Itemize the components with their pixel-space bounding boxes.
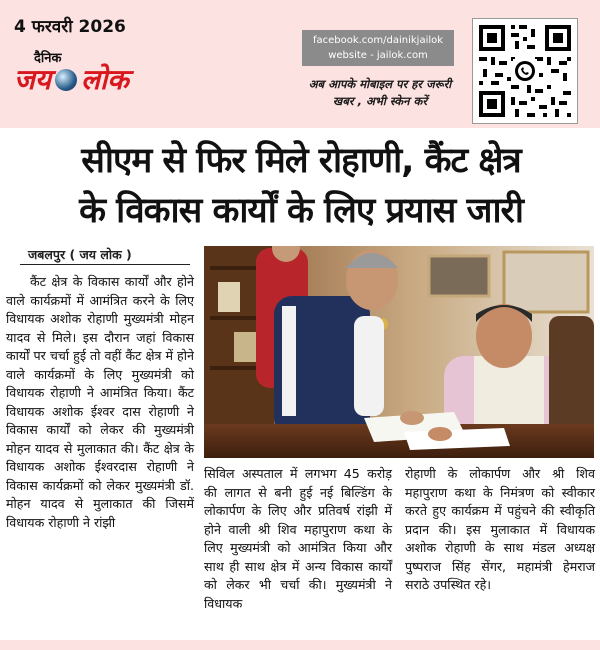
logo-main-text	[14, 63, 129, 96]
scan-tagline: अब आपके मोबाइल पर हर जरूरी खबर , अभी स्केन करें	[308, 77, 452, 108]
qr-code-graphic	[473, 19, 577, 123]
meeting-photo-illustration	[204, 246, 594, 458]
article-column-1: कैंट क्षेत्र के विकास कार्यों और होने वाले कार्यक्रमों में आमंत्रित करने के लिए विधायक अशोक रोहाणी मुख्यमंत्री मोहन यादव से मिले। इस दौरान जहां विकास कार्यों पर चर्चा हुई तो वहीं कैंट क्षेत्र में होने वाले कार्यक्रमों के लिए मुख्यमंत्री को विधायक रोहाणी ने आमंत्रित किया। कैंट विधायक अशोक ईश्वर दास रोहाणी ने विकास कार्यों को लेकर की मुख्यमंत्री मोहन यादव से मुलाकात की। कैंट क्षेत्र के विधायक अशोक ईश्वरदास रोहाणी ने विकास कार्यक्रमों को लेकर मुख्यमंत्री डॉ. मोहन यादव से मुलाकात की जिसमें विधायक रोहाणी ने रांझी	[6, 274, 194, 530]
newspaper-logo	[14, 48, 129, 94]
logo-part2: लोक	[81, 63, 129, 96]
logo-small-text: दैनिक	[34, 51, 62, 66]
masthead	[0, 0, 600, 128]
globe-icon	[55, 69, 77, 91]
article-column-3: रोहाणी के लोकार्पण और श्री शिव महापुराण कथा के निमंत्रण को स्वीकार करते हुए कार्यक्रम में पहुंचने की स्वीकृति प्रदान की। इस मुलाकात में विधायक अशोक रोहाणी के साथ मंडल अध्यक्ष पुष्पराज सिंह सेंगर, महामंत्री हेमराज सराठे उपस्थित रहे।	[405, 466, 595, 592]
qr-code-icon[interactable]	[472, 18, 578, 124]
logo-part1: जय	[14, 63, 52, 96]
website-link[interactable]: website - jailok.com	[328, 50, 428, 61]
dateline-underline	[20, 264, 190, 265]
edition-date: 4 फरवरी 2026	[14, 17, 126, 37]
article-headline	[6, 136, 596, 236]
headline-line-1: सीएम से फिर मिले रोहाणी, कैंट क्षेत्र	[81, 141, 521, 181]
facebook-link[interactable]: facebook.com/dainikjailok	[312, 35, 444, 46]
social-links-box	[302, 30, 454, 66]
headline-line-2: के विकास कार्यों के लिए प्रयास जारी	[79, 191, 523, 231]
article-photo	[204, 246, 594, 458]
article-dateline: जबलपुर ( जय लोक )	[28, 247, 132, 262]
footer-strip	[0, 640, 600, 650]
article-column-2: सिविल अस्पताल में लगभग 45 करोड़ की लागत से बनी हुई नई बिल्डिंग के लोकार्पण के लिए और प्रतिवर्ष रांझी में होने वाली श्री शिव महापुराण कथा के लिए मुख्यमंत्री को आमंत्रित किया और साथ ही साथ क्षेत्र में अन्य विकास कार्यों को लेकर भी चर्चा की। मुख्यमंत्री ने विधायक	[204, 466, 392, 611]
